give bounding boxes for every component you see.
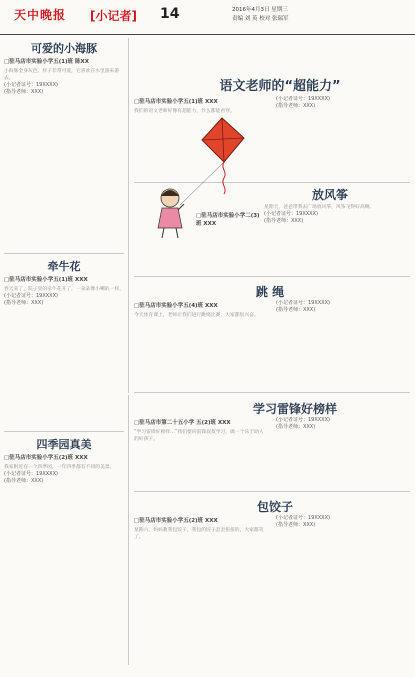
section-name: [小记者] [90,9,137,23]
page-number: 14 [160,6,180,22]
story-byline: □驻马店市实验小学二(3)班 XXX [196,213,260,227]
reporter-id: (小记者证号：19XXXX) [4,293,58,299]
story-divider [134,276,410,277]
story-title: 可爱的小海豚 [31,42,97,55]
story-byline: □驻马店市实验小学五(2)班 XXX [4,455,88,461]
story-byline: □驻马店市实验小学五(2)班 XXX [134,518,218,524]
story-title: 牵牛花 [47,260,81,273]
story-body: 春天来了，院子里的牵牛花开了，一朵朵像小喇叭一样。 [4,287,124,292]
story-divider [4,431,124,432]
newspaper-logo: 天中晚报 [14,8,67,22]
story-body: 小海豚全身灰色，样子非常可爱，它喜欢在水里游来游去。 [4,69,120,81]
reporter-id: (小记者证号：19XXXX) [4,82,58,88]
reporter-id: (小记者证号：19XXXX) [4,471,58,477]
girl-icon [158,189,184,238]
story-fang-fengzheng [264,204,410,264]
story-title-tiaosheng: 跳 绳 [255,285,285,299]
story-body: 我们的语文老师好像有超能力，什么都能看穿。 [134,109,235,114]
reporter-id: (小记者证号：19XXXX) [276,417,330,423]
issue-editors: 责编 刘 英 校对 张瑞军 [232,16,289,22]
story-byline: □驻马店市实验小学五(1)班 XXX [134,99,218,105]
story-xiao-haitun [4,40,124,250]
story-qianniuhua [4,258,124,428]
story-byline: □驻马店市实验小学五(1)班 陈XX [4,59,89,65]
story-divider [4,253,124,254]
story-title-yuwen: 语文老师的“超能力” [219,79,341,94]
advisor: (指导老师：XXX) [4,89,44,95]
masthead [0,0,415,35]
column-divider [128,395,129,665]
story-body: 星期天，爸爸带我去广场放风筝，风筝飞得好高啊。 [264,205,375,210]
story-body: 今天体育课上，老师让我们进行跳绳比赛，大家都很兴奋。 [134,313,259,318]
advisor: (指导老师：XXX) [4,300,44,306]
story-fang-fengzheng-byline [196,210,260,274]
advisor: (指导老师：XXX) [276,424,316,430]
advisor: (指导老师：XXX) [264,218,304,224]
story-tiaosheng [134,300,410,390]
reporter-id: (小记者证号：19XXXX) [276,300,330,306]
story-siji-yuan [4,436,124,671]
story-body: “学习雷锋好榜样…”我们要向雷锋叔叔学习，做一个乐于助人的好孩子。 [134,430,264,442]
story-body: 我家附近有一个四季园，一年四季都有不同的美景。 [4,465,115,470]
story-lei-feng [134,417,410,489]
advisor: (指导老师：XXX) [276,103,316,109]
kite-icon [180,118,244,205]
story-byline: □驻马店市实验小学五(4)班 XXX [134,303,218,309]
story-divider [134,392,410,393]
advisor: (指导老师：XXX) [4,478,44,484]
story-byline: □驻马店市第二十五小学 五(2)班 XXX [134,420,231,426]
issue-info [232,6,289,24]
reporter-id: (小记者证号：19XXXX) [264,211,318,217]
reporter-id: (小记者证号：19XXXX) [276,96,330,102]
story-title-lei-feng: 学习雷锋好榜样 [252,402,337,416]
column-divider [128,38,129,393]
story-title-fang-fengzheng: 放风筝 [311,188,348,202]
issue-date: 2016年4月3日 星期三 [232,7,288,13]
advisor: (指导老师：XXX) [276,522,316,528]
story-body: 星期六，妈妈教我包饺子，我包的饺子歪歪扭扭的，大家都笑了。 [134,528,264,540]
story-title: 四季园真美 [36,438,92,451]
story-byline: □驻马店市实验小学五(1)班 XXX [4,277,88,283]
advisor: (指导老师：XXX) [276,307,316,313]
reporter-id: (小记者证号：19XXXX) [276,515,330,521]
story-bao-jiaozi [134,515,410,665]
story-divider [134,491,410,492]
story-title-bao-jiaozi: 包饺子 [256,500,293,514]
